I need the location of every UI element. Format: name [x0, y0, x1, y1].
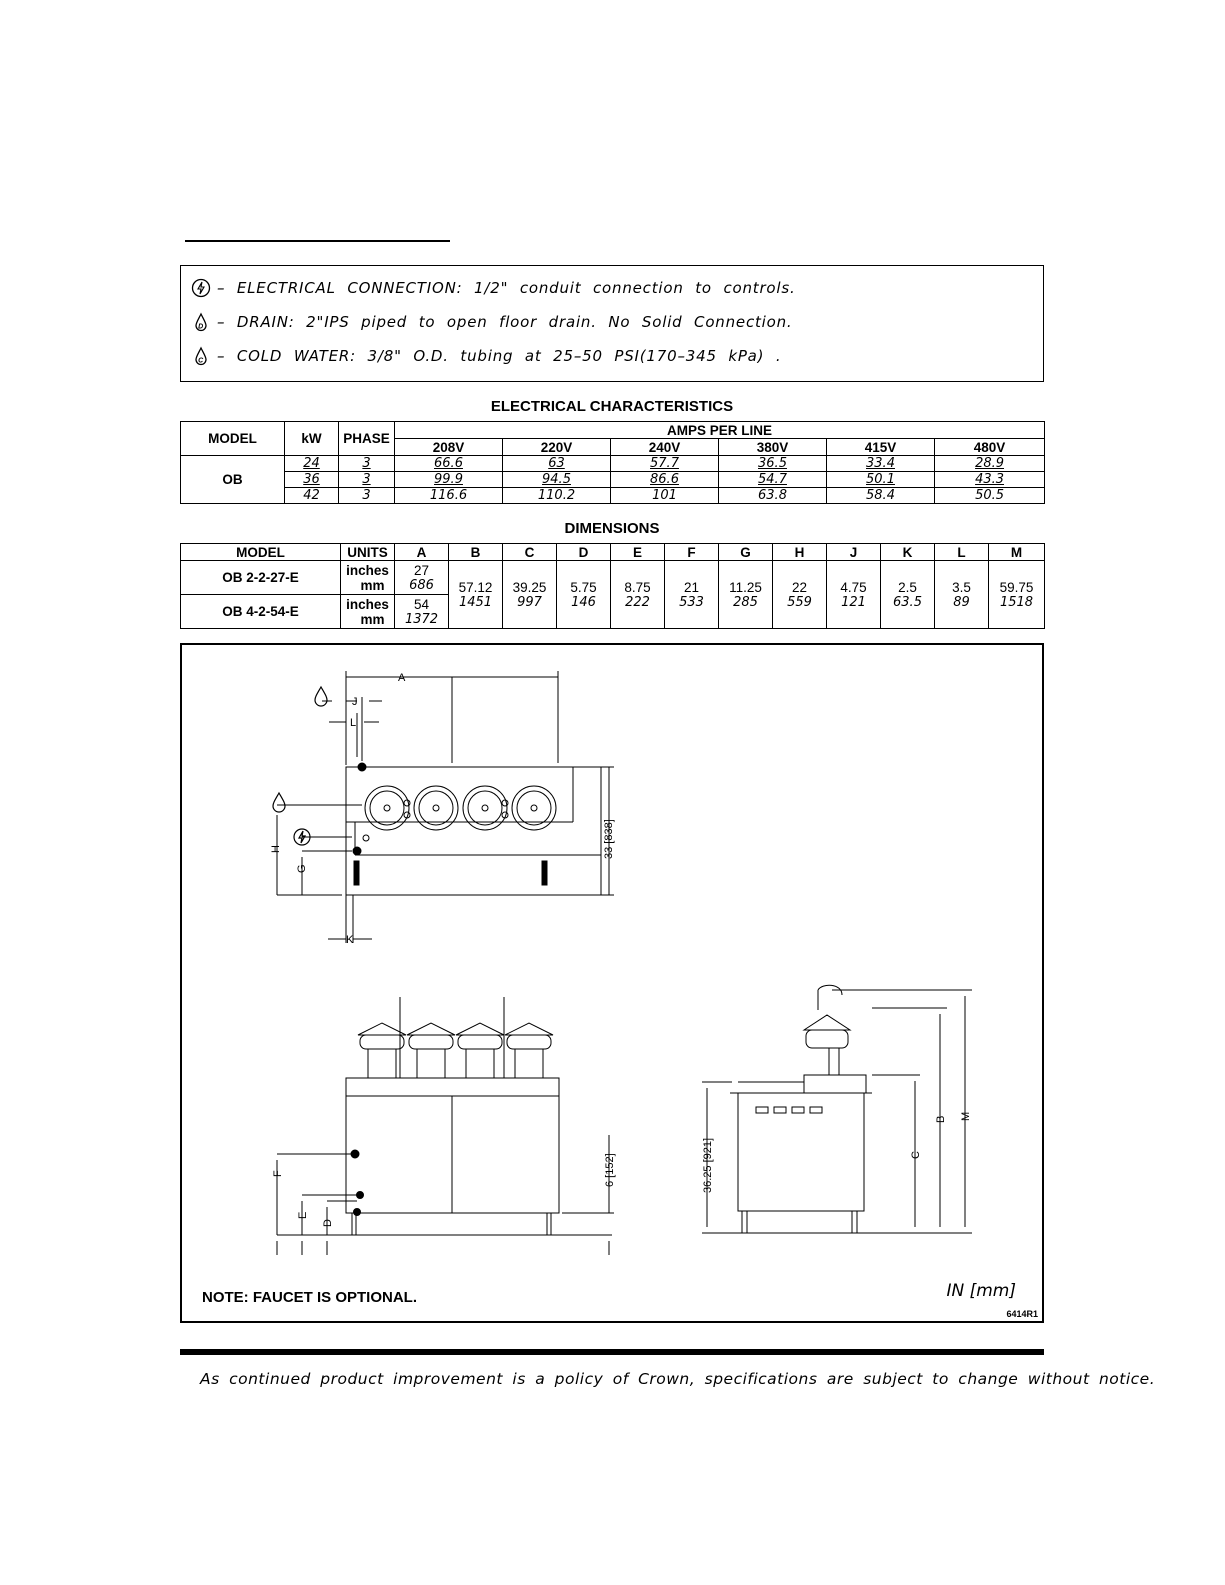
amps-cell: 50.5	[935, 488, 1045, 504]
dim-label-m: M	[960, 1111, 972, 1121]
header-kw: kW	[285, 422, 339, 456]
table-row	[181, 456, 1045, 472]
dim-b-cell: 57.12 1451	[449, 561, 503, 629]
dim-header: H	[773, 544, 827, 561]
dimensions-title: DIMENSIONS	[564, 520, 660, 537]
dim-a-cell: 54 1372	[395, 595, 449, 629]
amps-cell: 50.1	[827, 472, 935, 488]
dim-header: UNITS	[341, 544, 395, 561]
dim-label-a: A	[398, 672, 406, 684]
amps-cell: 110.2	[503, 488, 611, 504]
legend-cold-water-text: – COLD WATER: 3/8" O.D. tubing at 25–50 PSI(170–345 kPa) .	[217, 347, 782, 365]
header-model: MODEL	[181, 422, 285, 456]
dim-m-cell: 59.75 1518	[989, 561, 1045, 629]
top-view	[277, 671, 614, 943]
drawing-svg	[182, 645, 1042, 1321]
cold-water-icon	[315, 687, 327, 706]
amps-cell: 28.9	[935, 456, 1045, 472]
svg-text:C: C	[198, 357, 204, 365]
svg-text:D: D	[198, 323, 204, 331]
drawing-code: 6414R1	[1006, 1309, 1038, 1319]
kw-cell: 24	[285, 456, 339, 472]
dim-e-cell: 8.75 222	[611, 561, 665, 629]
dim-h-cell: 22 559	[773, 561, 827, 629]
dim-header: M	[989, 544, 1045, 561]
dim-header: L	[935, 544, 989, 561]
drain-icon	[191, 312, 211, 332]
voltage-header: 480V	[935, 439, 1045, 456]
dim-header: J	[827, 544, 881, 561]
amps-cell: 36.5	[719, 456, 827, 472]
dim-label-f: F	[272, 1170, 284, 1177]
amps-cell: 86.6	[611, 472, 719, 488]
model-name: OB 4-2-54-E	[181, 595, 341, 629]
dim-j-cell: 4.75 121	[827, 561, 881, 629]
top-view-labels	[270, 672, 615, 946]
dim-label-d: D	[322, 1219, 334, 1227]
dim-label-c: C	[910, 1151, 922, 1159]
dim-d-cell: 5.75 146	[557, 561, 611, 629]
dim-f-cell: 21 533	[665, 561, 719, 629]
dim-label-k: K	[346, 934, 354, 946]
faucet-note: NOTE: FAUCET IS OPTIONAL.	[202, 1289, 418, 1306]
dim-label-depth: 33 [838]	[603, 819, 615, 859]
installation-drawing	[180, 643, 1044, 1323]
footer-disclaimer: As continued product improvement is a policy of Crown, specifications are subject to change without notice.	[200, 1370, 1156, 1388]
amps-cell: 57.7	[611, 456, 719, 472]
dim-label-e: E	[297, 1211, 309, 1219]
amps-cell: 43.3	[935, 472, 1045, 488]
amps-cell: 63.8	[719, 488, 827, 504]
phase-cell: 3	[339, 472, 395, 488]
table-row	[181, 561, 1045, 595]
amps-cell: 33.4	[827, 456, 935, 472]
dim-l-cell: 3.5 89	[935, 561, 989, 629]
electrical-table	[180, 421, 1045, 504]
dim-label-j: J	[352, 696, 358, 708]
voltage-header: 208V	[395, 439, 503, 456]
units-label: IN [mm]	[946, 1281, 1016, 1301]
electrical-icon	[191, 278, 211, 298]
voltage-header: 415V	[827, 439, 935, 456]
table-row	[181, 488, 1045, 504]
dim-label-h: H	[270, 845, 282, 853]
header-amps: AMPS PER LINE	[395, 422, 1045, 439]
dim-header: B	[449, 544, 503, 561]
dim-label-leg: 6 [152]	[604, 1153, 616, 1187]
dim-header: E	[611, 544, 665, 561]
model-name: OB 2-2-27-E	[181, 561, 341, 595]
amps-cell: 116.6	[395, 488, 503, 504]
dim-k-cell: 2.5 63.5	[881, 561, 935, 629]
amps-cell: 58.4	[827, 488, 935, 504]
dimensions-table	[180, 543, 1045, 629]
legend-drain	[191, 312, 793, 332]
legend-cold-water	[191, 346, 781, 366]
amps-cell: 66.6	[395, 456, 503, 472]
units-cell: inches mm	[341, 561, 395, 595]
amps-cell: 101	[611, 488, 719, 504]
dim-header: C	[503, 544, 557, 561]
electrical-title: ELECTRICAL CHARACTERISTICS	[490, 398, 734, 415]
front-view	[277, 997, 614, 1255]
drain-icon	[273, 793, 285, 812]
legend-drain-text: – DRAIN: 2"IPS piped to open floor drain. No Solid Connection.	[217, 313, 793, 331]
table-row	[181, 472, 1045, 488]
amps-cell: 54.7	[719, 472, 827, 488]
voltage-header: 380V	[719, 439, 827, 456]
dim-header: A	[395, 544, 449, 561]
amps-cell: 99.9	[395, 472, 503, 488]
voltage-header: 220V	[503, 439, 611, 456]
dim-g-cell: 11.25 285	[719, 561, 773, 629]
phase-cell: 3	[339, 488, 395, 504]
voltage-header: 240V	[611, 439, 719, 456]
kw-cell: 36	[285, 472, 339, 488]
header-phase: PHASE	[339, 422, 395, 456]
dim-label-l: L	[350, 717, 357, 729]
units-cell: inches mm	[341, 595, 395, 629]
amps-cell: 94.5	[503, 472, 611, 488]
side-view	[702, 985, 972, 1233]
kw-cell: 42	[285, 488, 339, 504]
header-rule	[185, 240, 450, 242]
side-view-labels	[702, 1112, 972, 1193]
dim-header: D	[557, 544, 611, 561]
dim-label-height: 36.25 [921]	[702, 1137, 714, 1193]
footer-rule	[180, 1349, 1044, 1355]
dim-a-cell: 27 686	[395, 561, 449, 595]
phase-cell: 3	[339, 456, 395, 472]
dim-header: MODEL	[181, 544, 341, 561]
cold-water-icon	[191, 346, 211, 366]
front-view-labels	[272, 1153, 616, 1227]
model-cell: OB	[181, 456, 285, 504]
dim-label-b: B	[935, 1115, 947, 1123]
dim-header: G	[719, 544, 773, 561]
dim-c-cell: 39.25 997	[503, 561, 557, 629]
dim-header: F	[665, 544, 719, 561]
dim-label-g: G	[296, 864, 308, 873]
connection-legend	[180, 265, 1044, 382]
legend-electrical	[191, 278, 796, 298]
legend-electrical-text: – ELECTRICAL CONNECTION: 1/2" conduit connection to controls.	[217, 279, 796, 297]
amps-cell: 63	[503, 456, 611, 472]
dim-header: K	[881, 544, 935, 561]
